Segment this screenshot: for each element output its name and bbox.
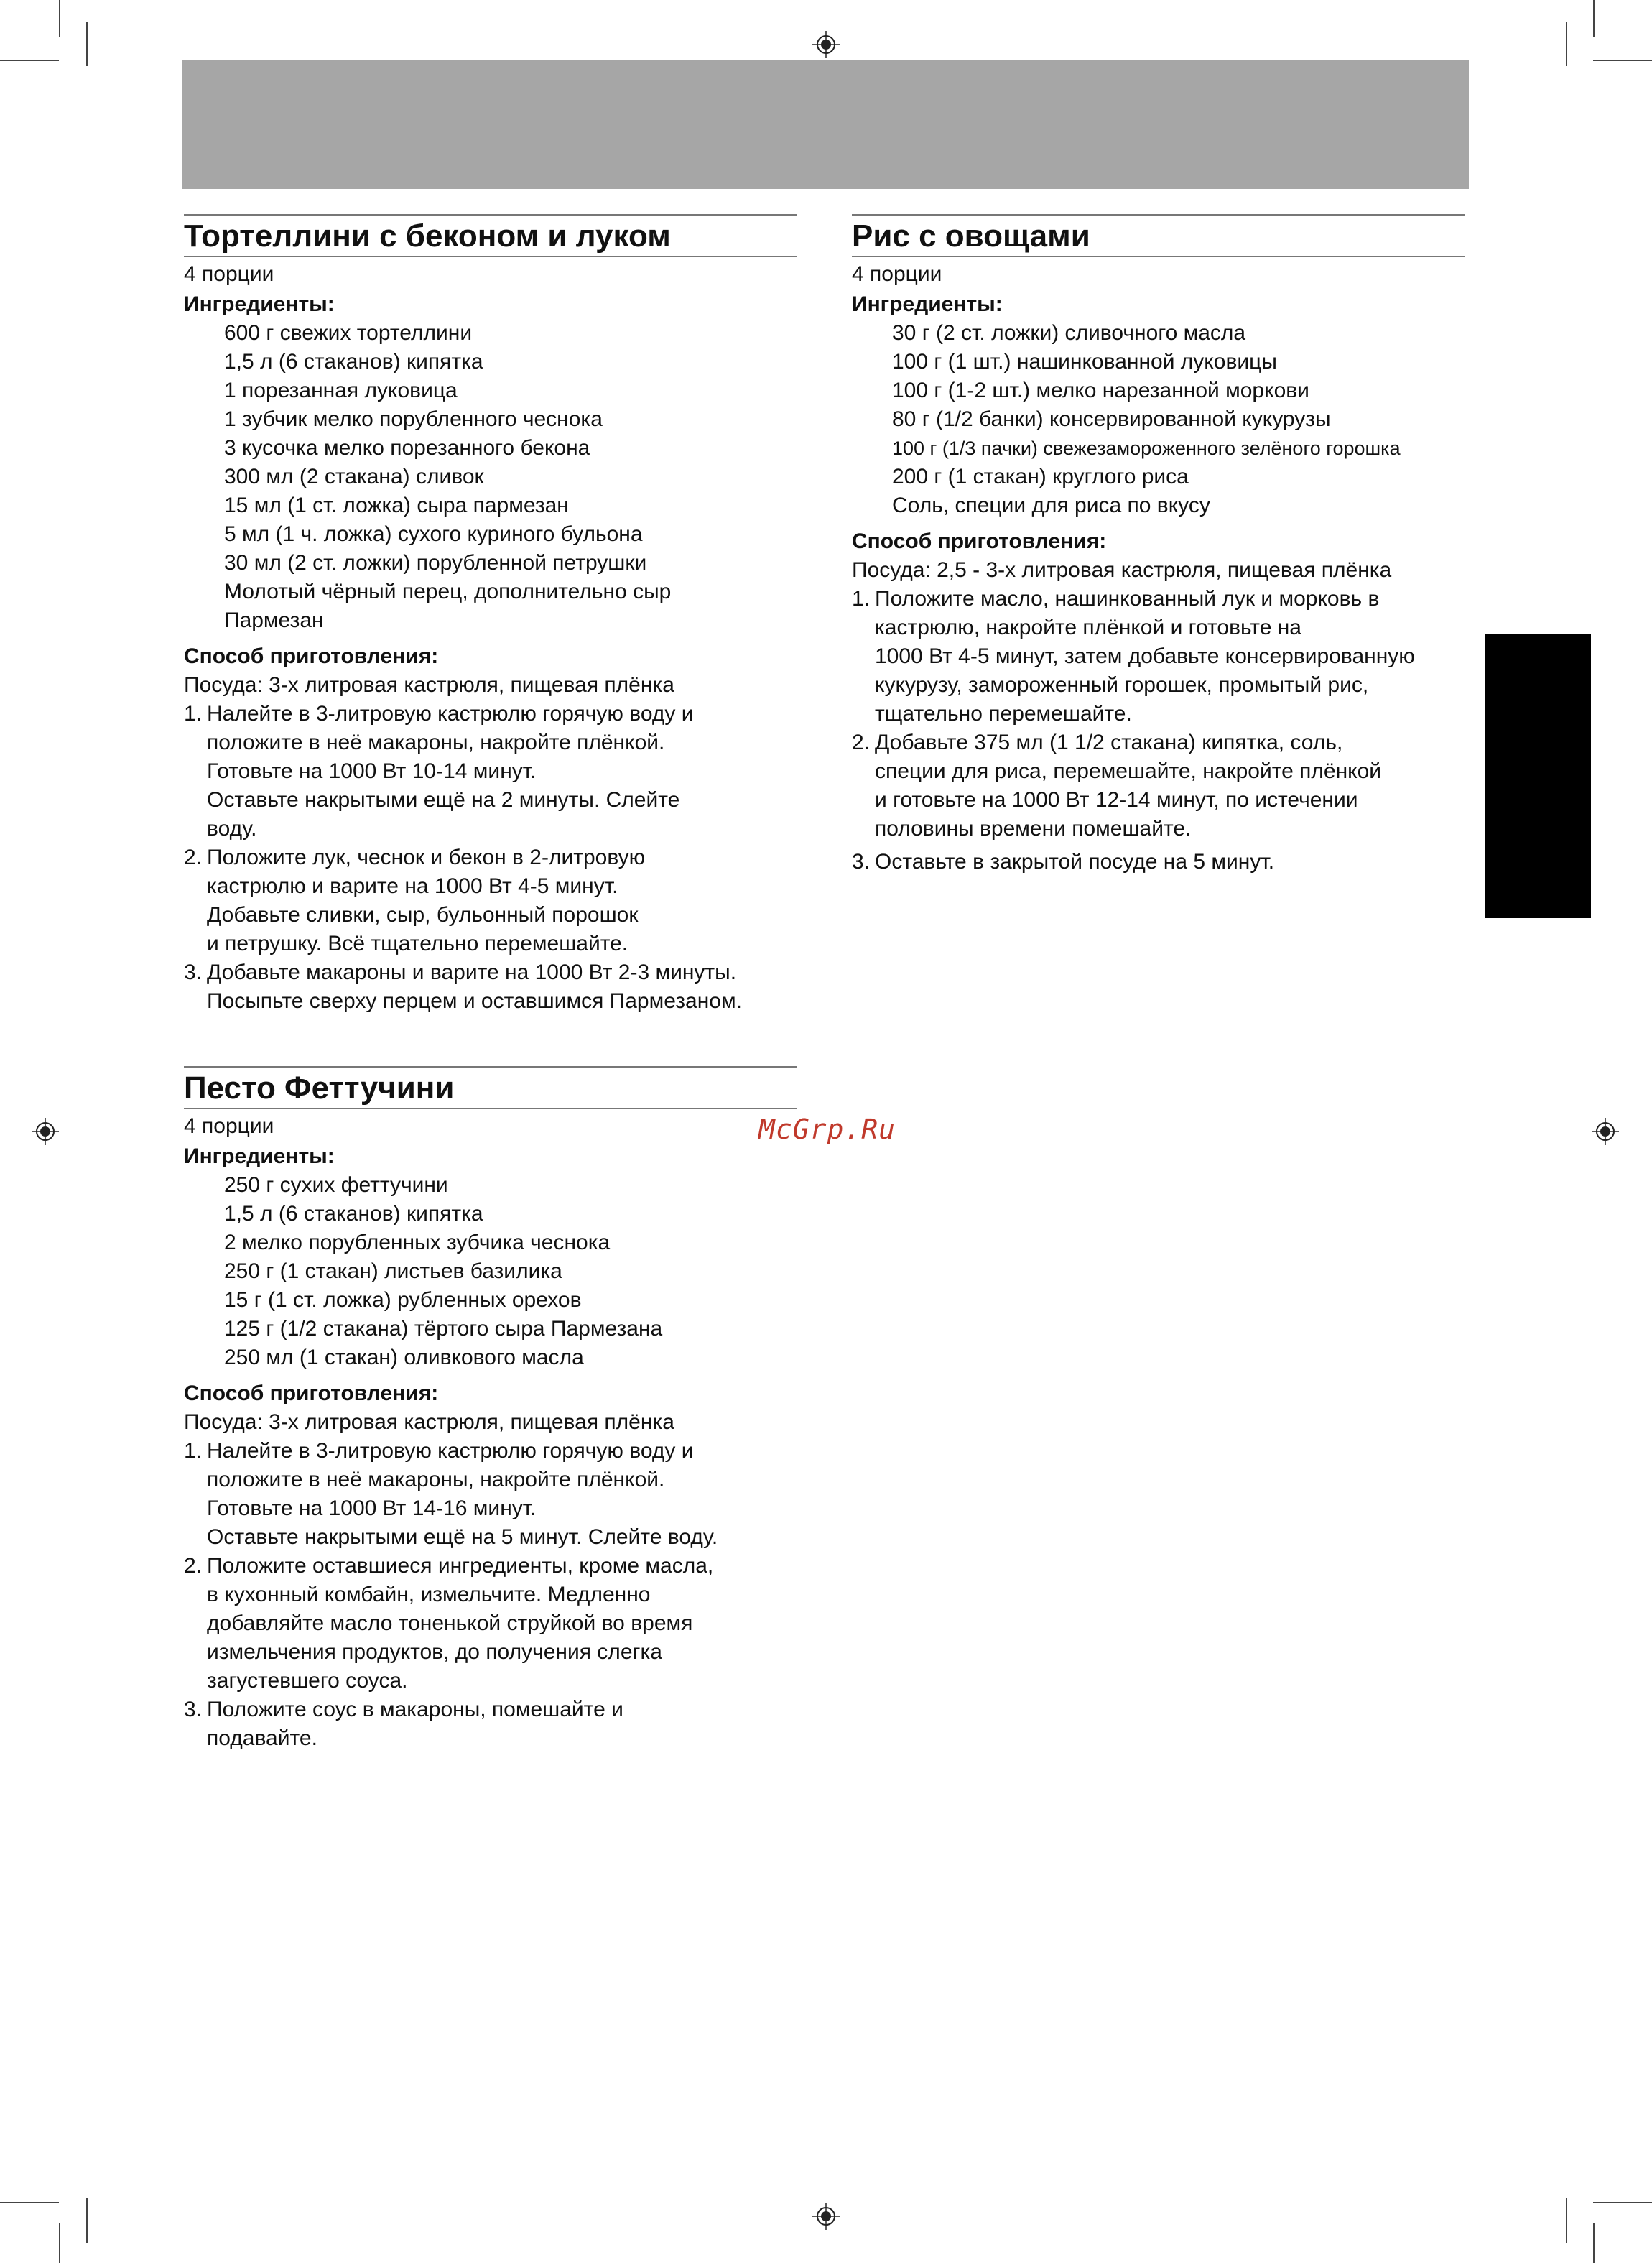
step-number: 2. <box>852 731 871 754</box>
step-line: измельчения продуктов, до получения слегка <box>207 1640 662 1664</box>
servings: 4 порции <box>184 262 274 286</box>
step-text <box>207 700 797 843</box>
method-step <box>184 1437 797 1552</box>
ingredients-heading: Ингредиенты: <box>184 292 335 316</box>
ingredient-item: 1,5 л (6 стаканов) кипятка <box>224 1202 483 1226</box>
ingredient-item: 15 мл (1 ст. ложка) сыра пармезан <box>224 494 569 517</box>
ingredient-item: 100 г (1-2 шт.) мелко нарезанной моркови <box>892 379 1309 402</box>
step-line: тщательно перемешайте. <box>875 702 1132 726</box>
step-line: Налейте в 3-литровую кастрюлю горячую воду и <box>207 702 694 726</box>
servings: 4 порции <box>184 1114 274 1138</box>
ingredient-item: 15 г (1 ст. ложка) рубленных орехов <box>224 1288 582 1312</box>
step-text <box>875 585 1465 728</box>
step-number: 3. <box>184 1698 203 1721</box>
registration-mark-icon <box>32 1118 59 1145</box>
step-line: Положите масло, нашинкованный лук и морковь в <box>875 587 1380 611</box>
ingredient-item: 5 мл (1 ч. ложка) сухого куриного бульона <box>224 522 643 546</box>
method-step <box>184 1552 797 1695</box>
step-line: кукурузу, замороженный горошек, промытый рис, <box>875 673 1369 697</box>
step-line: и петрушку. Всё тщательно перемешайте. <box>207 932 628 955</box>
step-text <box>207 958 797 1016</box>
step-line: Положите оставшиеся ингредиенты, кроме масла, <box>207 1554 714 1578</box>
method-heading: Способ приготовления: <box>852 529 1107 553</box>
step-text <box>207 1695 797 1753</box>
method-step <box>184 843 797 958</box>
ingredients-list <box>184 1171 797 1372</box>
step-line: кастрюлю, накройте плёнкой и готовьте на <box>875 616 1301 639</box>
recipe-title: Песто Феттучини <box>184 1070 455 1106</box>
step-line: добавляйте масло тоненькой струйкой во время <box>207 1611 693 1635</box>
step-line: Посыпьте сверху перцем и оставшимся Пармезаном. <box>207 989 742 1013</box>
step-number: 1. <box>852 587 871 611</box>
crop-mark <box>1593 0 1595 37</box>
registration-mark-icon <box>812 2203 840 2230</box>
servings: 4 порции <box>852 262 942 286</box>
ingredient-item: Пармезан <box>224 608 324 632</box>
step-text <box>207 1552 797 1695</box>
side-tab <box>1485 634 1591 918</box>
crop-mark <box>1566 2198 1567 2243</box>
crop-mark <box>1593 60 1652 61</box>
step-line: Готовьте на 1000 Вт 14-16 минут. <box>207 1496 537 1520</box>
step-line: 1000 Вт 4-5 минут, затем добавьте консервированную <box>875 644 1415 668</box>
step-line: кастрюлю и варите на 1000 Вт 4-5 минут. <box>207 874 618 898</box>
ingredient-item: 30 мл (2 ст. ложки) порубленной петрушки <box>224 551 647 575</box>
registration-mark-icon <box>1592 1118 1619 1145</box>
ingredient-item: 30 г (2 ст. ложки) сливочного масла <box>892 321 1246 345</box>
cookware: Посуда: 3-х литровая кастрюля, пищевая плёнка <box>184 673 674 697</box>
step-line: Положите соус в макароны, помешайте и <box>207 1698 623 1721</box>
method-step <box>184 700 797 843</box>
crop-mark <box>86 2198 88 2243</box>
ingredient-item: 1 зубчик мелко порубленного чеснока <box>224 407 603 431</box>
method-step <box>184 1695 797 1753</box>
recipe-title-block <box>184 214 797 257</box>
crop-mark <box>1566 22 1567 66</box>
step-number: 3. <box>184 961 203 984</box>
crop-mark <box>1593 2223 1595 2263</box>
watermark: McGrp.Ru <box>758 1114 896 1145</box>
ingredient-item: 250 г сухих феттучини <box>224 1173 448 1197</box>
step-number: 2. <box>184 846 203 869</box>
recipe-title-block <box>852 214 1465 257</box>
step-line: специи для риса, перемешайте, накройте плёнкой <box>875 759 1382 783</box>
method-step <box>852 848 1465 876</box>
cookware: Посуда: 3-х литровая кастрюля, пищевая плёнка <box>184 1410 674 1434</box>
recipe-title: Рис с овощами <box>852 218 1090 254</box>
step-number: 1. <box>184 1439 203 1463</box>
cookware: Посуда: 2,5 - 3-х литровая кастрюля, пищевая плёнка <box>852 558 1392 582</box>
step-number: 1. <box>184 702 203 726</box>
recipe-pesto <box>184 1066 797 1753</box>
ingredient-item: 2 мелко порубленных зубчика чеснока <box>224 1231 611 1254</box>
step-text <box>207 843 797 958</box>
recipe-title: Тортеллини с беконом и луком <box>184 218 671 254</box>
ingredient-item: 250 мл (1 стакан) оливкового масла <box>224 1346 584 1369</box>
ingredient-item: 600 г свежих тортеллини <box>224 321 473 345</box>
step-text <box>207 1437 797 1552</box>
step-line: и готовьте на 1000 Вт 12-14 минут, по истечении <box>875 788 1358 812</box>
recipe-title-block <box>184 1066 797 1109</box>
ingredient-item: 300 мл (2 стакана) сливок <box>224 465 484 489</box>
ingredient-item: 1 порезанная луковица <box>224 379 458 402</box>
ingredient-item: 1,5 л (6 стаканов) кипятка <box>224 350 483 374</box>
ingredient-item: 125 г (1/2 стакана) тёртого сыра Пармезана <box>224 1317 663 1341</box>
step-number: 3. <box>852 850 871 874</box>
ingredient-item: 200 г (1 стакан) круглого риса <box>892 465 1189 489</box>
step-line: Налейте в 3-литровую кастрюлю горячую воду и <box>207 1439 694 1463</box>
step-text <box>875 848 1465 876</box>
recipe-rice <box>852 214 1465 876</box>
ingredients-list <box>184 319 797 635</box>
crop-mark <box>59 2223 60 2263</box>
registration-mark-icon <box>812 31 840 58</box>
step-line: Оставьте в закрытой посуде на 5 минут. <box>875 850 1275 874</box>
ingredient-item: 250 г (1 стакан) листьев базилика <box>224 1259 562 1283</box>
method-step <box>184 958 797 1016</box>
recipe-tortellini <box>184 214 797 1016</box>
step-line: половины времени помешайте. <box>875 817 1192 841</box>
step-number: 2. <box>184 1554 203 1578</box>
step-line: загустевшего соуса. <box>207 1669 408 1693</box>
crop-mark <box>0 2202 59 2203</box>
crop-mark <box>86 22 88 66</box>
method-step <box>852 585 1465 728</box>
ingredients-heading: Ингредиенты: <box>852 292 1003 316</box>
method-heading: Способ приготовления: <box>184 1382 439 1405</box>
ingredient-item: 100 г (1/3 пачки) свежезамороженного зелёного горошка <box>892 438 1401 459</box>
method-heading: Способ приготовления: <box>184 644 439 668</box>
step-line: Добавьте макароны и варите на 1000 Вт 2-3 минуты. <box>207 961 737 984</box>
step-line: положите в неё макароны, накройте плёнкой. <box>207 731 665 754</box>
method-step <box>852 728 1465 843</box>
step-line: Готовьте на 1000 Вт 10-14 минут. <box>207 759 537 783</box>
step-line: Оставьте накрытыми ещё на 5 минут. Слейте воду. <box>207 1525 718 1549</box>
crop-mark <box>1593 2202 1652 2203</box>
header-band <box>182 60 1469 189</box>
step-line: подавайте. <box>207 1726 317 1750</box>
step-line: Добавьте 375 мл (1 1/2 стакана) кипятка, соль, <box>875 731 1343 754</box>
crop-mark <box>0 60 59 61</box>
ingredient-item: 100 г (1 шт.) нашинкованной луковицы <box>892 350 1277 374</box>
step-line: в кухонный комбайн, измельчите. Медленно <box>207 1583 651 1606</box>
step-line: Оставьте накрытыми ещё на 2 минуты. Слейте <box>207 788 680 812</box>
ingredients-heading: Ингредиенты: <box>184 1144 335 1168</box>
step-line: воду. <box>207 817 257 841</box>
ingredient-item: 3 кусочка мелко порезанного бекона <box>224 436 590 460</box>
ingredients-list <box>852 319 1465 520</box>
step-line: Добавьте сливки, сыр, бульонный порошок <box>207 903 639 927</box>
step-text <box>875 728 1465 843</box>
step-line: положите в неё макароны, накройте плёнкой. <box>207 1468 665 1491</box>
crop-mark <box>59 0 60 37</box>
ingredient-item: Молотый чёрный перец, дополнительно сыр <box>224 580 672 603</box>
ingredient-item: Соль, специи для риса по вкусу <box>892 494 1210 517</box>
ingredient-item: 80 г (1/2 банки) консервированной кукурузы <box>892 407 1331 431</box>
step-line: Положите лук, чеснок и бекон в 2-литровую <box>207 846 646 869</box>
